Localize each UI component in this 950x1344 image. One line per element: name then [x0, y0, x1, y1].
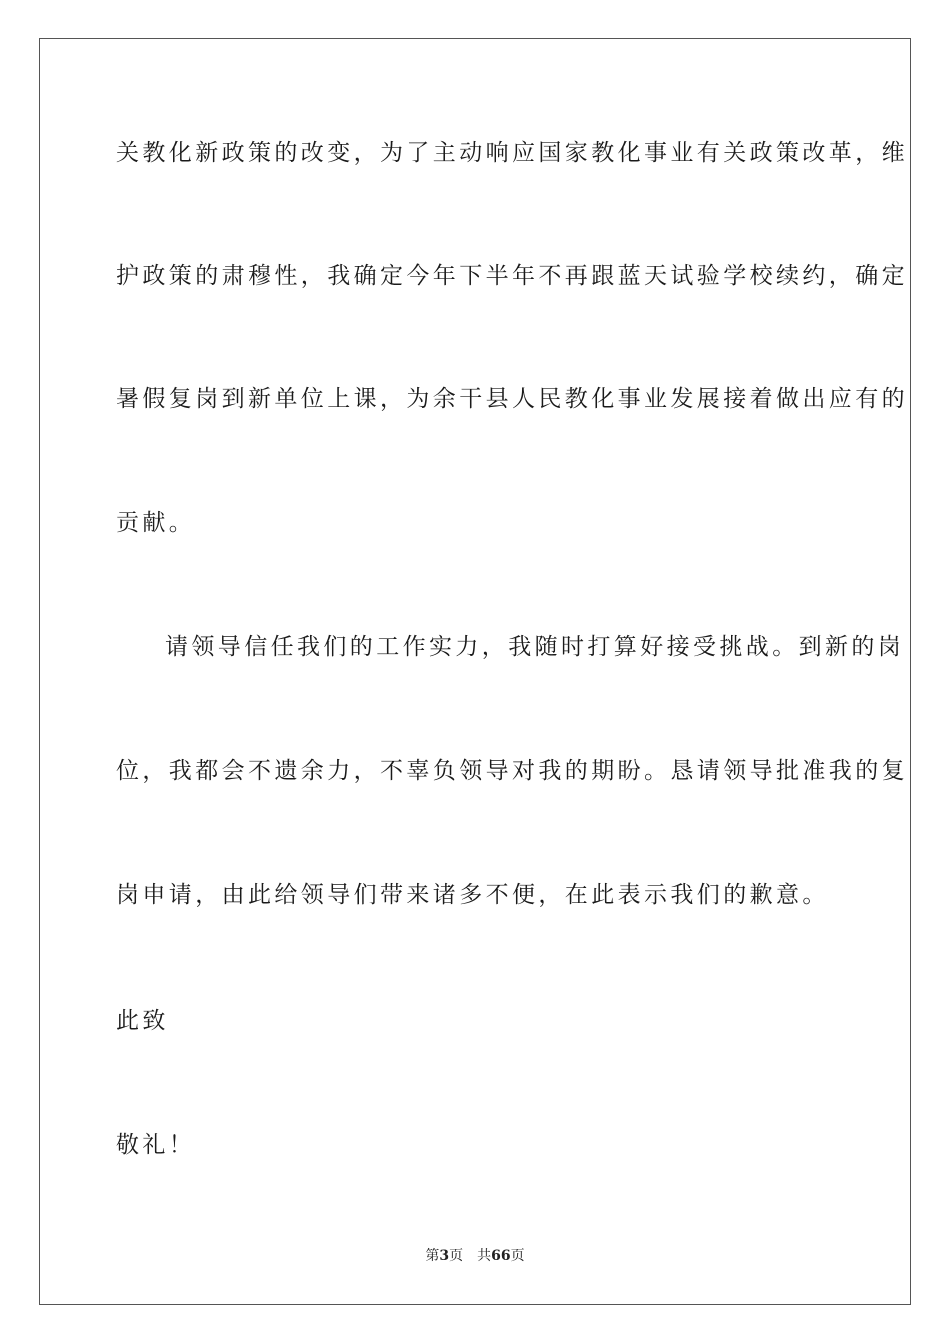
text-line-1: 关教化新政策的改变，为了主动响应国家教化事业有关政策改革，维 — [116, 140, 908, 166]
closing-regards: 敬礼！ — [116, 1132, 196, 1158]
page-footer — [0, 1246, 950, 1266]
text-line-2: 护政策的肃穆性，我确定今年下半年不再跟蓝天试验学校续约，确定 — [116, 263, 908, 289]
page-prefix: 第 — [425, 1248, 440, 1264]
text-line-6: 位，我都会不遗余力，不辜负领导对我的期盼。恳请领导批准我的复 — [116, 758, 908, 784]
total-prefix: 共 — [477, 1248, 492, 1264]
closing-salutation: 此致 — [116, 1008, 169, 1034]
text-line-5: 请领导信任我们的工作实力，我随时打算好接受挑战。到新的岗 — [165, 634, 905, 660]
text-line-4: 贡献。 — [116, 510, 196, 536]
total-suffix: 页 — [510, 1248, 525, 1264]
page-number: 3 — [439, 1248, 450, 1264]
text-line-3: 暑假复岗到新单位上课，为余干县人民教化事业发展接着做出应有的 — [116, 386, 908, 412]
page-frame — [39, 38, 911, 1305]
page-suffix: 页 — [449, 1248, 464, 1264]
text-line-7: 岗申请，由此给领导们带来诸多不便，在此表示我们的歉意。 — [116, 882, 829, 908]
total-pages: 66 — [491, 1248, 511, 1264]
